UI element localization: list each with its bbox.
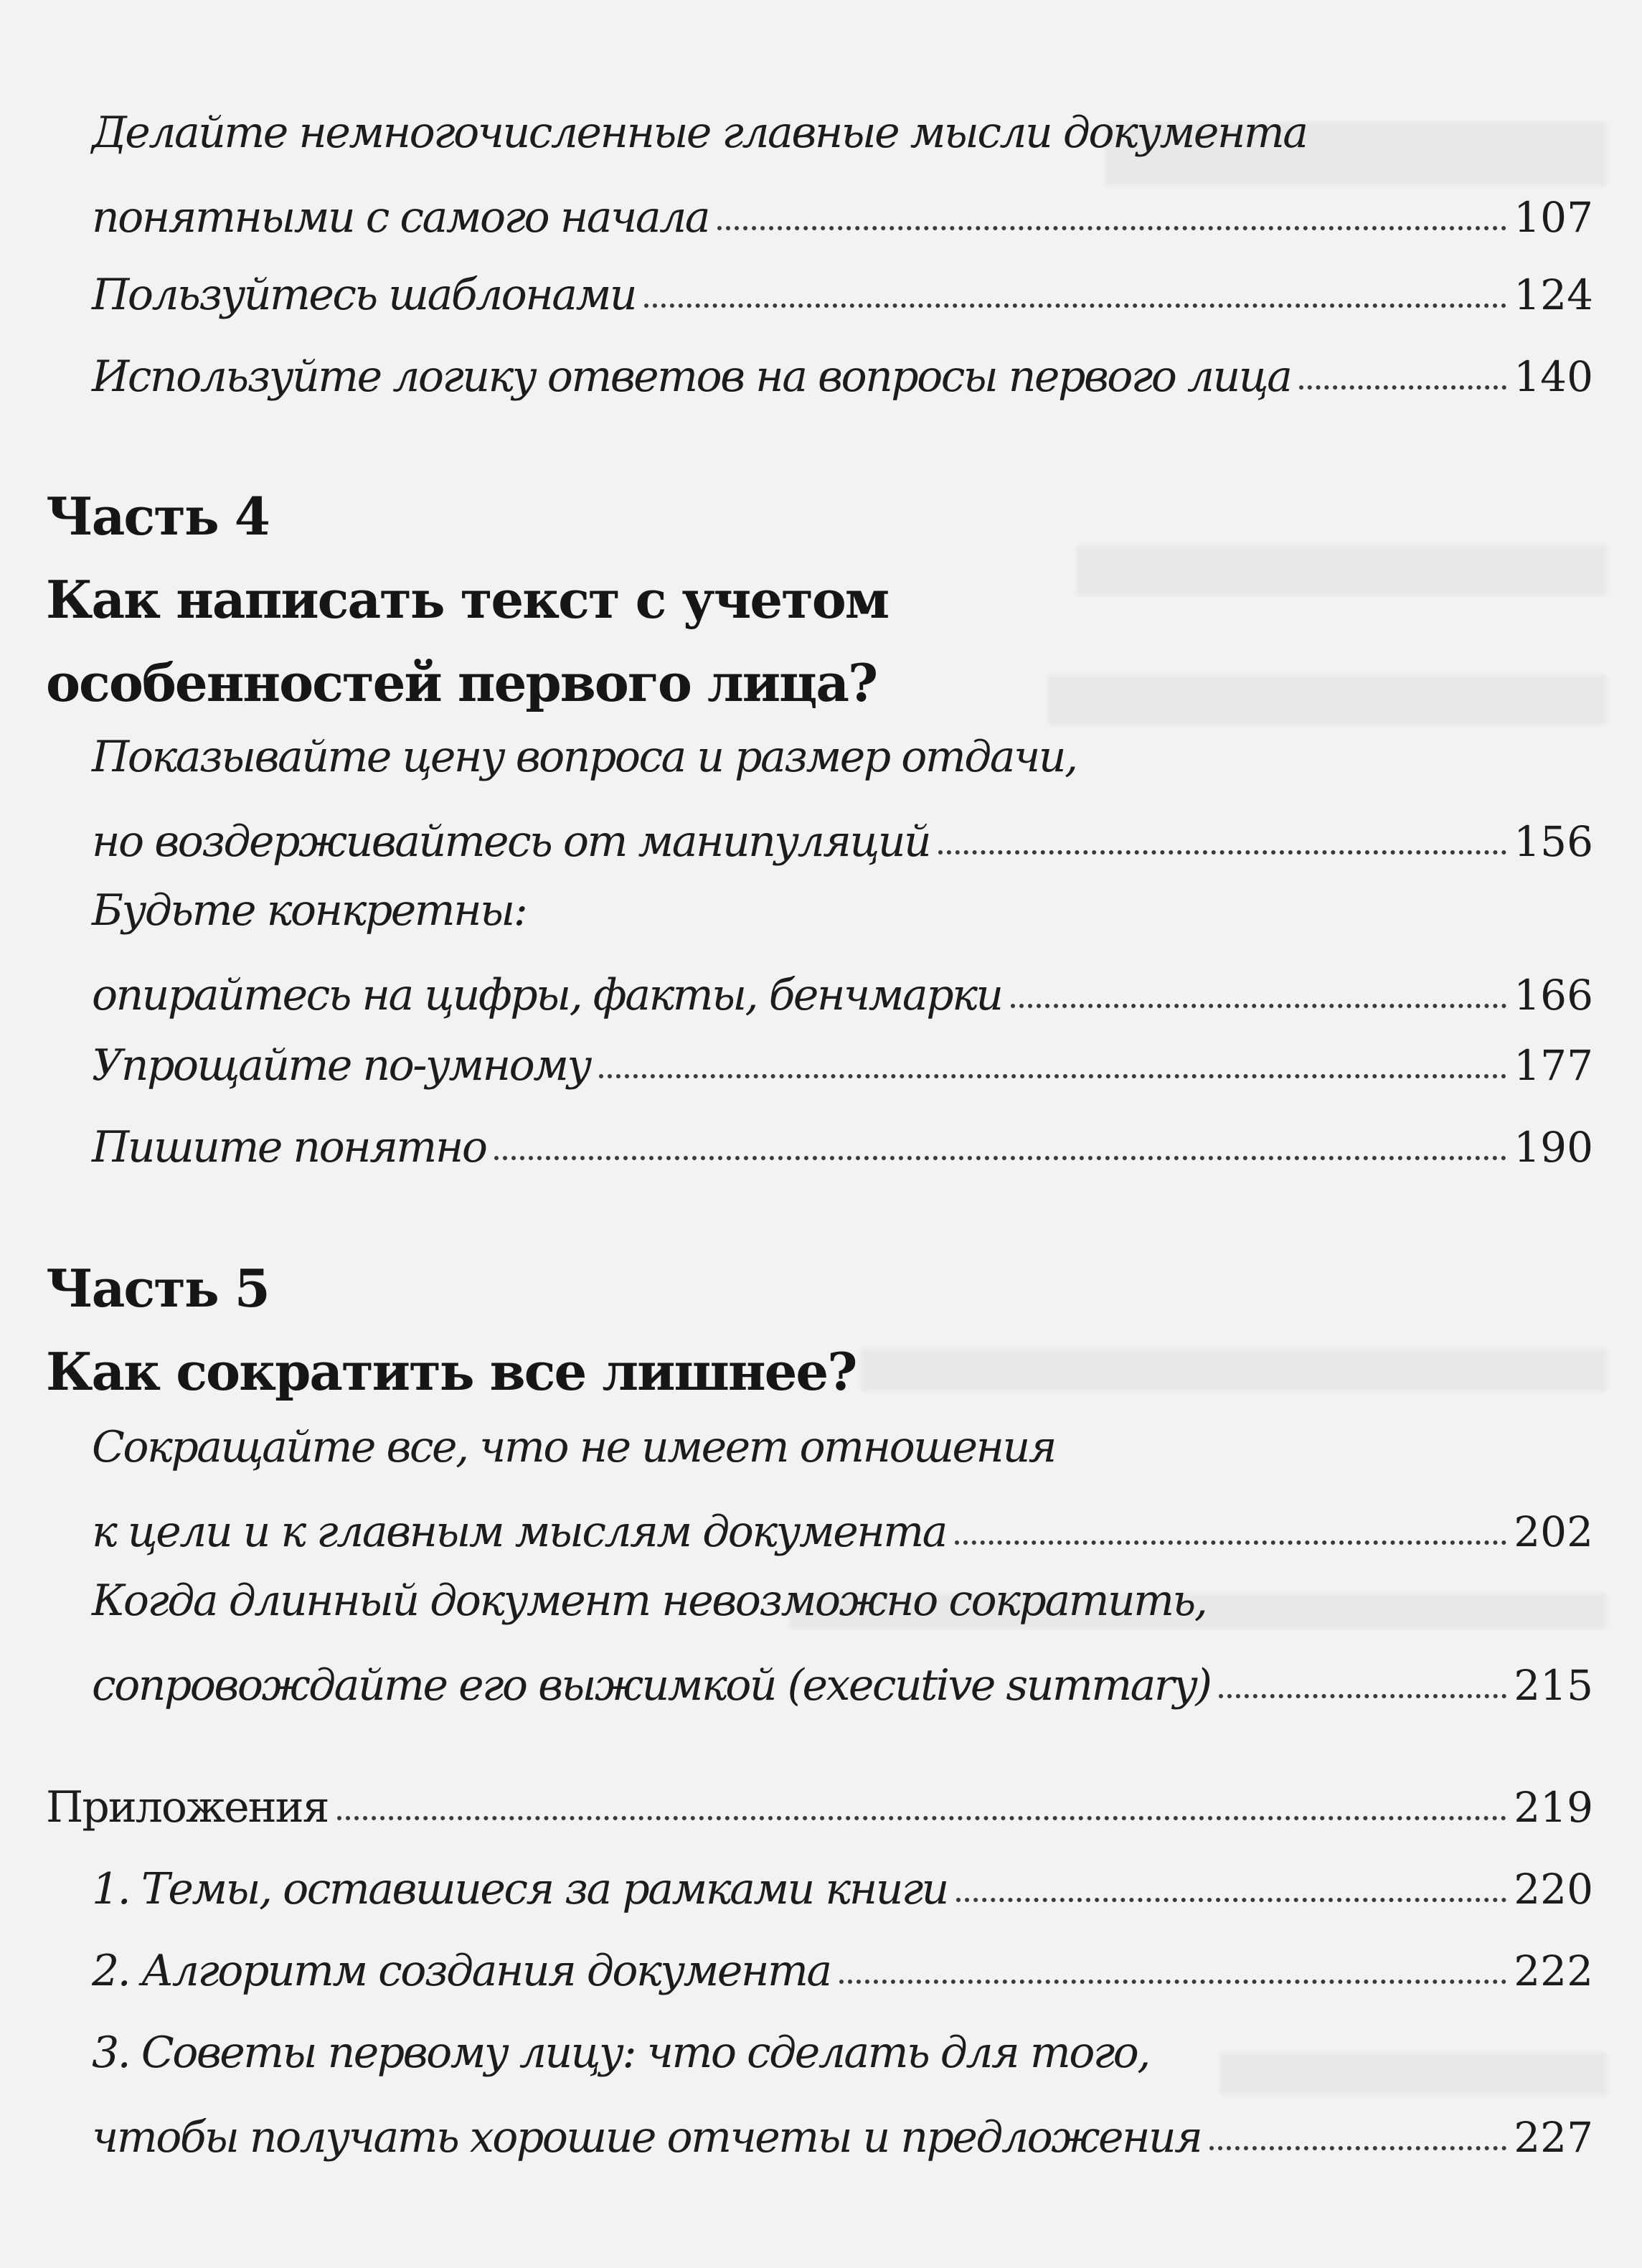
toc-entry-appendices[interactable] — [46, 1765, 1593, 1850]
toc-entry[interactable] — [92, 1929, 1593, 2013]
toc-entry[interactable] — [92, 1023, 1593, 1108]
page-number: 219 — [1514, 1783, 1593, 1832]
toc-entry-text: Пишите понятно — [92, 1122, 486, 1172]
dot-leader — [599, 1074, 1507, 1078]
toc-entry[interactable] — [92, 1105, 1593, 1190]
page-number: 140 — [1514, 352, 1593, 401]
dot-leader — [1209, 2146, 1506, 2150]
toc-entry[interactable] — [92, 334, 1593, 419]
page-number: 107 — [1514, 193, 1593, 242]
dot-leader — [494, 1156, 1506, 1160]
dot-leader — [1299, 385, 1506, 390]
page-number: 215 — [1514, 1661, 1593, 1710]
toc-entry-text: Когда длинный документ невозможно сократить, — [92, 1576, 1207, 1626]
part-label: Часть 4 — [46, 486, 269, 547]
dot-leader — [956, 1898, 1506, 1902]
part-title: Как сократить все лишнее? — [46, 1341, 857, 1402]
toc-entry-text: Делайте немногочисленные главные мысли документа — [92, 108, 1307, 158]
page-number: 190 — [1514, 1123, 1593, 1172]
toc-entry-text: Будьте конкретны: — [92, 885, 527, 936]
toc-entry-text: Показывайте цену вопроса и размер отдачи, — [92, 732, 1077, 782]
toc-entry[interactable] — [92, 868, 1593, 1037]
dot-leader — [717, 226, 1506, 230]
toc-entry-text: Сокращайте все, что не имеет отношения — [92, 1422, 1055, 1472]
page-number: 202 — [1514, 1507, 1593, 1556]
part-label: Часть 5 — [46, 1258, 269, 1319]
toc-entry[interactable] — [92, 715, 1593, 884]
page-number: 156 — [1514, 817, 1593, 866]
toc-entry[interactable] — [92, 1558, 1593, 1728]
toc-entry-text: Приложения — [46, 1782, 329, 1832]
toc-entry-text: сопровождайте его выжимкой (executive summary) — [92, 1660, 1211, 1711]
part-title: Как написать текст с учетом — [46, 569, 889, 630]
toc-entry[interactable] — [92, 1847, 1593, 1931]
part-5-heading — [46, 1247, 856, 1413]
page-number: 166 — [1514, 971, 1593, 1020]
dot-leader — [1219, 1694, 1506, 1698]
toc-entry-text: Упрощайте по-умному — [92, 1040, 590, 1091]
toc-entry-text: к цели и к главным мыслям документа — [92, 1507, 946, 1557]
toc-entry-text: 1. Темы, оставшиеся за рамками книги — [92, 1864, 948, 1914]
toc-entry-text: Используйте логику ответов на вопросы первого лица — [92, 352, 1291, 402]
toc-entry[interactable] — [92, 253, 1593, 337]
dot-leader — [1011, 1004, 1507, 1008]
toc-entry-text: чтобы получать хорошие отчеты и предложения — [92, 2112, 1202, 2163]
toc-entry-text: Пользуйтесь шаблонами — [92, 270, 636, 320]
toc-entry-text: опирайтесь на цифры, факты, бенчмарки — [92, 970, 1002, 1020]
toc-entry-text: 3. Советы первому лицу: что сделать для того, — [92, 2028, 1149, 2078]
part-title: особенностей первого лица? — [46, 652, 877, 713]
toc-entry-text: но воздерживайтесь от манипуляций — [92, 817, 930, 867]
page-number: 177 — [1514, 1041, 1593, 1090]
page-number: 222 — [1514, 1947, 1593, 1995]
toc-entry[interactable] — [92, 2010, 1593, 2180]
dot-leader — [839, 1980, 1507, 1984]
part-4-heading — [46, 475, 888, 725]
page-number: 124 — [1514, 270, 1593, 319]
toc-entry[interactable] — [92, 90, 1593, 260]
toc-entry-text: понятными с самого начала — [92, 192, 709, 243]
dot-leader — [644, 304, 1506, 308]
dot-leader — [337, 1816, 1507, 1820]
dot-leader — [955, 1540, 1506, 1545]
page-number: 220 — [1514, 1865, 1593, 1914]
dot-leader — [938, 850, 1506, 855]
toc-entry[interactable] — [92, 1405, 1593, 1574]
toc-entry-text: 2. Алгоритм создания документа — [92, 1946, 831, 1996]
page-number: 227 — [1514, 2113, 1593, 2162]
